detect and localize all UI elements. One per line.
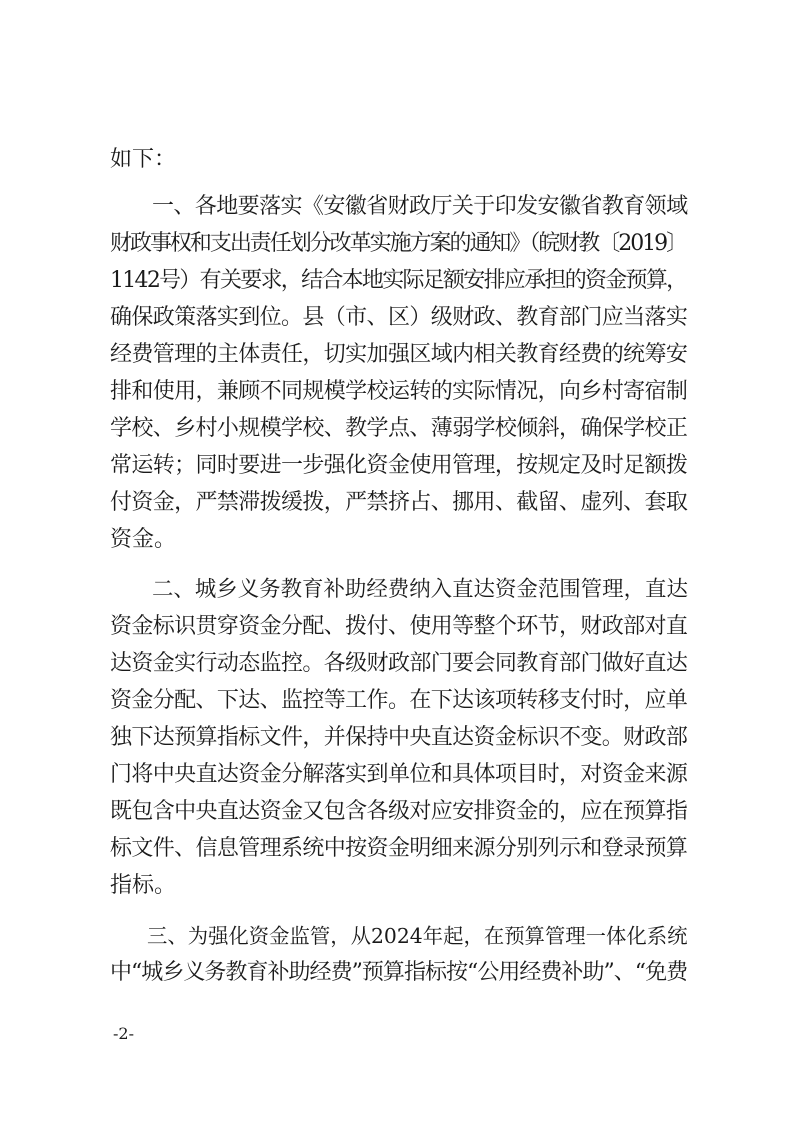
text-line: 达资金实行动态监控。各级财政部门要会同教育部门做好直达 [110,651,688,676]
text-line: 确保政策落实到位。县（市、区）级财政、教育部门应当落实 [110,305,688,330]
text-line: 资金。 [110,527,177,552]
text-line: 一、各地要落实《安徽省财政厅关于印发安徽省教育领域 [152,194,688,219]
text-line: 既包含中央直达资金又包含各级对应安排资金的，应在预算指 [110,799,688,824]
page-number: -2- [113,1024,134,1043]
text-line: 独下达预算指标文件，并保持中央直达资金标识不变。财政部 [110,725,688,750]
text-line: 指标。 [110,873,177,898]
text-line: 财政事权和支出责任划分改革实施方案的通知》（皖财教〔2019〕 [110,231,687,256]
text-line: 中“城乡义务教育补助经费”预算指标按“公用经费补助”、“免费 [110,960,688,985]
text-line: 资金分配、下达、监控等工作。在下达该项转移支付时，应单 [110,688,688,713]
text-line: 门将中央直达资金分解落实到单位和具体项目时，对资金来源 [110,762,688,787]
text-line: 经费管理的主体责任，切实加强区域内相关教育经费的统筹安 [110,342,688,367]
text-line: 标文件、信息管理系统中按资金明细来源分别列示和登录预算 [110,836,688,861]
text-line: 学校、乡村小规模学校、教学点、薄弱学校倾斜，确保学校正 [110,416,688,441]
text-line: 二、城乡义务教育补助经费纳入直达资金范围管理，直达 [152,577,688,602]
text-line: 排和使用，兼顾不同规模学校运转的实际情况，向乡村寄宿制 [110,379,688,404]
text-line: 资金标识贯穿资金分配、拨付、使用等整个环节，财政部对直 [110,614,688,639]
text-line: 三、为强化资金监管，从2024年起，在预算管理一体化系统 [147,924,688,948]
text-line: 如下： [110,147,177,172]
text-line: 常运转；同时要进一步强化资金使用管理，按规定及时足额拨 [110,453,688,478]
text-line: 1142号）有关要求，结合本地实际足额安排应承担的资金预算， [110,268,687,293]
text-line: 付资金，严禁滞拨缓拨，严禁挤占、挪用、截留、虚列、套取 [110,490,688,515]
